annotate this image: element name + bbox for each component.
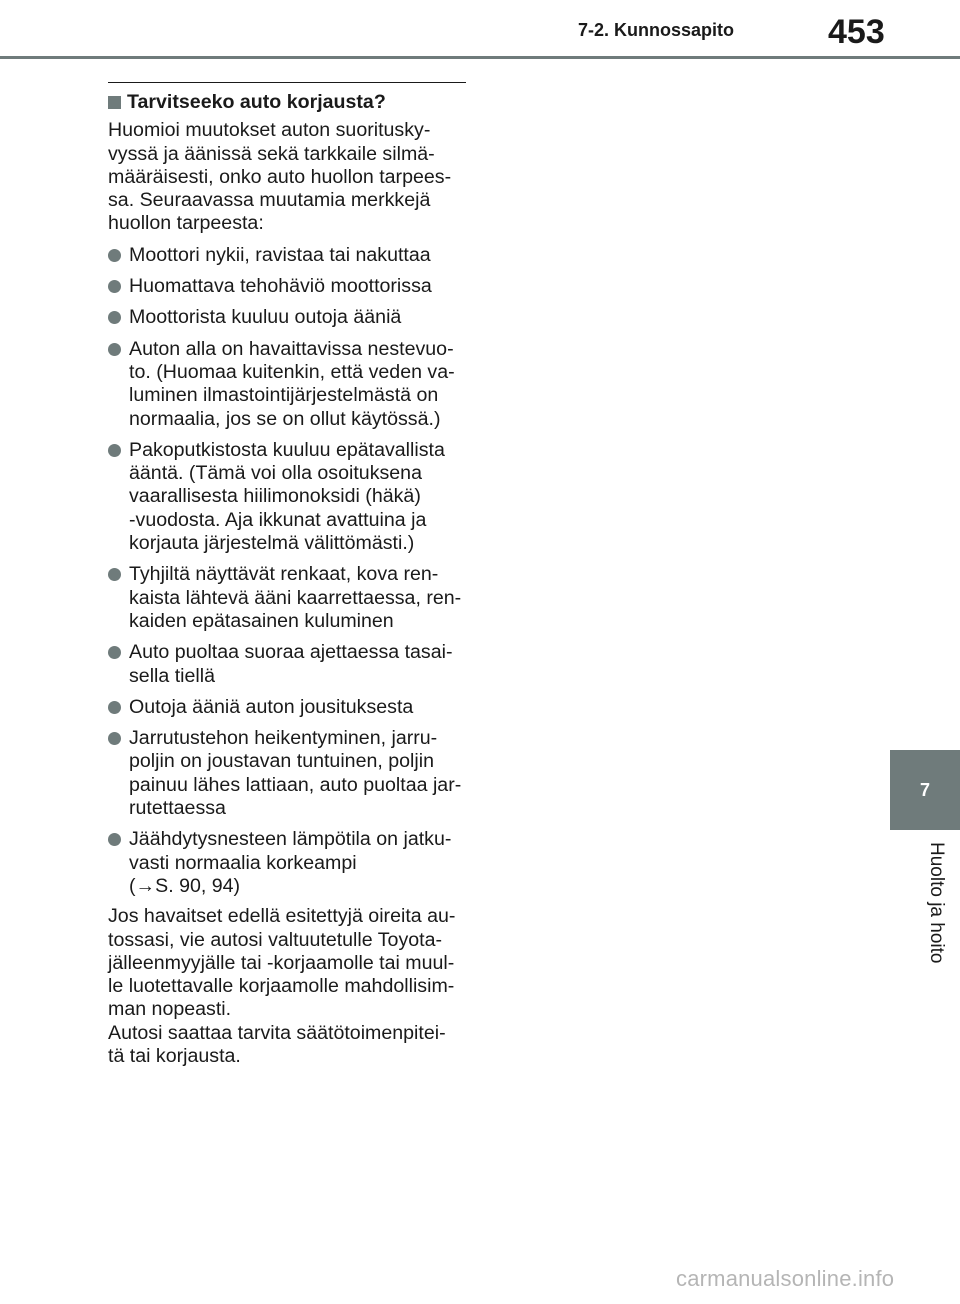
round-bullet-icon	[108, 646, 121, 659]
bullet-line: kaista lähtevä ääni kaarrettaessa, ren-	[129, 586, 462, 609]
round-bullet-icon	[108, 311, 121, 324]
bullet-line: rutettaessa	[129, 797, 226, 820]
bullet-line: kaiden epätasainen kuluminen	[129, 609, 394, 632]
bullet-text	[129, 696, 466, 719]
closing-paragraph	[108, 905, 466, 1068]
closing-line: le luotettavalle korjaamolle mahdollisim-	[108, 975, 455, 998]
bullet-text	[129, 244, 466, 267]
content-column	[108, 82, 466, 1076]
round-bullet-icon	[108, 732, 121, 745]
bullet-item	[108, 338, 466, 431]
column-top-rule	[108, 82, 466, 83]
intro-paragraph	[108, 119, 466, 235]
square-bullet-icon	[108, 96, 121, 109]
bullet-line: Auton alla on havaittavissa nestevuo-	[129, 337, 454, 360]
closing-line: Jos havaitset edellä esitettyjä oireita au-	[108, 905, 456, 928]
bullet-line: normaalia, jos se on ollut käytössä.)	[129, 407, 441, 430]
round-bullet-icon	[108, 701, 121, 714]
bullet-line: -vuodosta. Aja ikkunat avattuina ja	[129, 508, 427, 531]
bullet-item	[108, 641, 466, 688]
chapter-tab-number: 7	[919, 779, 930, 800]
bullet-item	[108, 439, 466, 555]
bullet-item	[108, 275, 466, 298]
bullet-text	[129, 306, 466, 329]
closing-line: man nopeasti.	[108, 998, 232, 1021]
bullet-item	[108, 244, 466, 267]
round-bullet-icon	[108, 833, 121, 846]
page-number: 453	[828, 13, 885, 51]
bullet-line: Huomattava tehohäviö moottorissa	[129, 275, 432, 298]
bullet-line: ääntä. (Tämä voi olla osoituksena	[129, 462, 422, 485]
bullet-line: Moottorista kuuluu outoja ääniä	[129, 306, 402, 329]
intro-line: vyssä ja äänissä sekä tarkkaile silmä-	[108, 142, 435, 165]
bullet-line: poljin on joustavan tuntuinen, poljin	[129, 750, 435, 773]
closing-line: Autosi saattaa tarvita säätötoimenpitei-	[108, 1021, 446, 1044]
bullet-item	[108, 727, 466, 820]
closing-line: tä tai korjausta.	[108, 1044, 241, 1067]
bullet-item	[108, 828, 466, 898]
bullet-text	[129, 275, 466, 298]
bullet-item	[108, 563, 466, 633]
intro-line: sa. Seuraavassa muutamia merkkejä	[108, 189, 431, 212]
bullet-line: Outoja ääniä auton jousituksesta	[129, 695, 414, 718]
round-bullet-icon	[108, 568, 121, 581]
header-rule	[0, 56, 960, 59]
bullet-text	[129, 338, 466, 431]
bullet-text	[129, 641, 466, 688]
section-heading	[108, 91, 466, 114]
closing-line: tossasi, vie autosi valtuutetulle Toyota-	[108, 928, 443, 951]
round-bullet-icon	[108, 444, 121, 457]
round-bullet-icon	[108, 249, 121, 262]
round-bullet-icon	[108, 343, 121, 356]
bullet-item	[108, 306, 466, 329]
bullet-line: Tyhjiltä näyttävät renkaat, kova ren-	[129, 563, 439, 586]
bullet-line: vasti normaalia korkeampi	[129, 851, 357, 874]
chapter-tab-title: Huolto ja hoito	[926, 842, 947, 964]
bullet-text	[129, 727, 466, 820]
section-heading-text: Tarvitseeko auto korjausta?	[127, 91, 386, 113]
header-section-title: 7-2. Kunnossapito	[578, 20, 735, 40]
bullet-line: Auto puoltaa suoraa ajettaessa tasai-	[129, 641, 453, 664]
bullet-line: sella tiellä	[129, 664, 216, 687]
bullet-line: vaarallisesta hiilimonoksidi (häkä)	[129, 485, 421, 508]
bullet-list	[108, 244, 466, 898]
intro-line: Huomioi muutokset auton suoritusky-	[108, 119, 431, 142]
round-bullet-icon	[108, 280, 121, 293]
bullet-line: korjauta järjestelmä välittömästi.)	[129, 532, 415, 555]
bullet-item	[108, 696, 466, 719]
bullet-line: to. (Huomaa kuitenkin, että veden va-	[129, 360, 455, 383]
bullet-line: painuu lähes lattiaan, auto puoltaa jar-	[129, 773, 462, 796]
bullet-line: Jäähdytysnesteen lämpötila on jatku-	[129, 828, 452, 851]
intro-line: määräisesti, onko auto huollon tarpees-	[108, 165, 452, 188]
chapter-tab	[890, 750, 960, 830]
closing-line: jälleenmyyjälle tai -korjaamolle tai muul-	[108, 951, 455, 974]
bullet-text	[129, 828, 466, 898]
bullet-text	[129, 439, 466, 555]
intro-line: huollon tarpeesta:	[108, 212, 264, 235]
bullet-line: (→S. 90, 94)	[129, 874, 241, 897]
bullet-line: Pakoputkistosta kuuluu epätavallista	[129, 438, 445, 461]
bullet-text	[129, 563, 466, 633]
watermark-text: carmanualsonline.info	[676, 1266, 895, 1291]
bullet-line: luminen ilmastointijärjestelmästä on	[129, 384, 439, 407]
bullet-line: Moottori nykii, ravistaa tai nakuttaa	[129, 243, 431, 266]
bullet-line: Jarrutustehon heikentyminen, jarru-	[129, 727, 438, 750]
